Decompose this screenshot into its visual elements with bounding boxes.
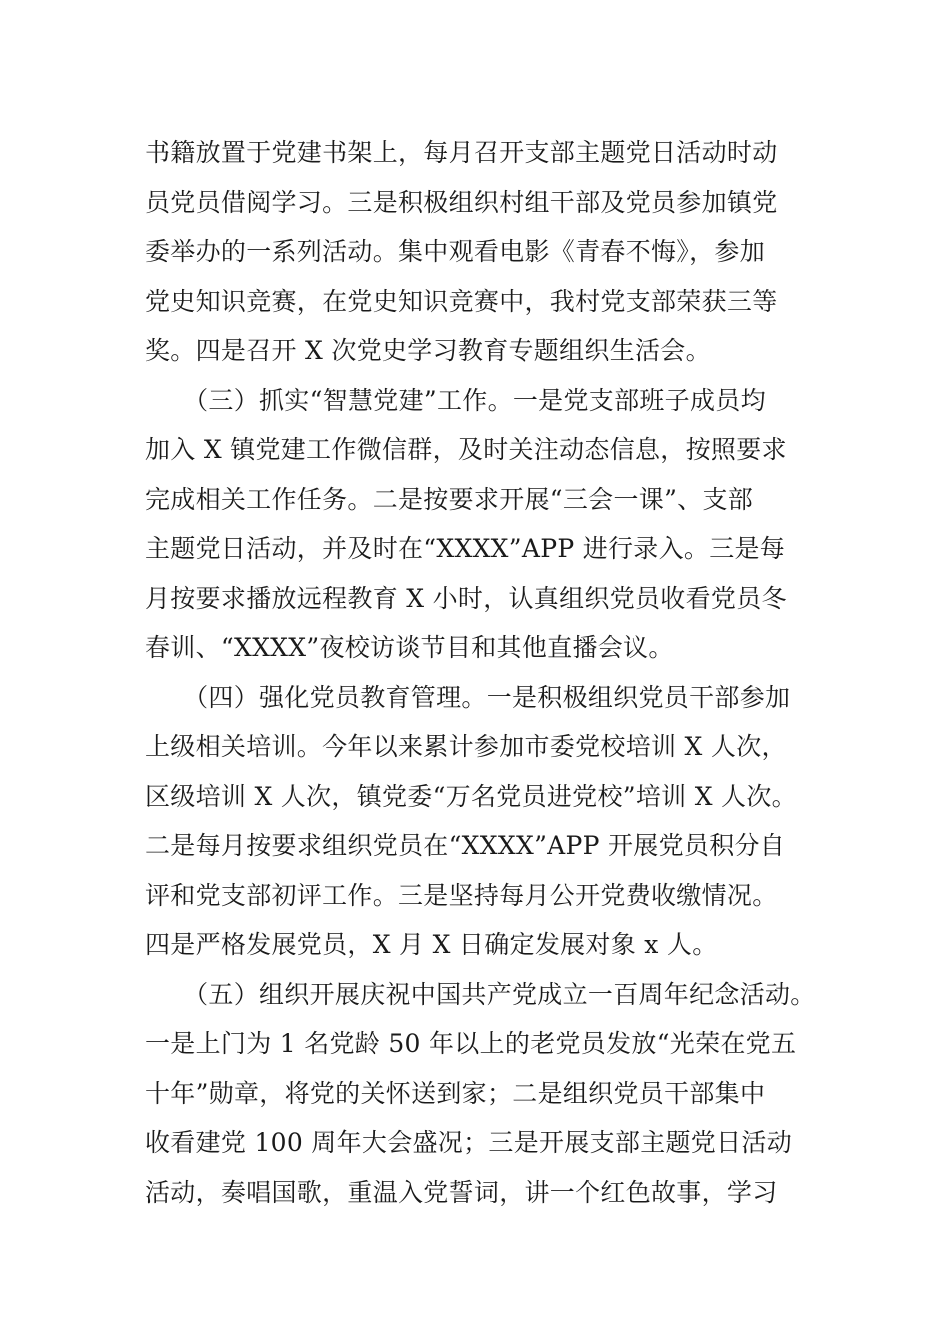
text-line: 书籍放置于党建书架上，每月召开支部主题党日活动时动 (145, 138, 778, 167)
text-line: 完成相关工作任务。二是按要求开展“三会一课”、支部 (145, 484, 754, 514)
text-line: 评和党支部初评工作。三是坚持每月公开党费收缴情况。 (145, 880, 778, 910)
text-line: 四是严格发展党员，X 月 X 日确定发展对象 x 人。 (145, 930, 718, 959)
text-line: 主题党日活动，并及时在“XXXX”APP 进行录入。三是每 (145, 534, 786, 563)
text-line: 一是上门为 1 名党龄 50 年以上的老党员发放“光荣在党五 (145, 1029, 797, 1058)
text-line: 区级培训 X 人次，镇党委“万名党员进党校”培训 X 人次。 (145, 781, 797, 811)
text-line: 活动，奏唱国歌，重温入党誓词，讲一个红色故事，学习 (145, 1177, 778, 1207)
text-line: 加入 X 镇党建工作微信群，及时关注动态信息，按照要求 (145, 435, 787, 464)
text-line: 春训、“XXXX”夜校访谈节目和其他直播会议。 (145, 633, 674, 662)
section-heading-line: （四）强化党员教育管理。一是积极组织党员干部参加 (145, 682, 791, 712)
text-line: 二是每月按要求组织党员在“XXXX”APP 开展党员积分自 (145, 831, 786, 860)
text-line: 十年”勋章，将党的关怀送到家；二是组织党员干部集中 (145, 1078, 766, 1108)
text-line: 收看建党 100 周年大会盛况；三是开展支部主题党日活动 (145, 1128, 793, 1157)
document-body (145, 128, 817, 1217)
text-line: 党史知识竞赛，在党史知识竞赛中，我村党支部荣获三等 (145, 286, 778, 316)
section-heading-line: （三）抓实“智慧党建”工作。一是党支部班子成员均 (145, 385, 766, 415)
text-line: 委举办的一系列活动。集中观看电影《青春不悔》，参加 (145, 237, 766, 266)
text-line: 上级相关培训。今年以来累计参加市委党校培训 X 人次， (145, 732, 787, 761)
text-line: 员党员借阅学习。三是积极组织村组干部及党员参加镇党 (145, 187, 778, 217)
text-line: 月按要求播放远程教育 X 小时，认真组织党员收看党员冬 (145, 583, 787, 613)
text-line: 奖。四是召开 X 次党史学习教育专题组织生活会。 (145, 336, 711, 365)
section-heading-line: （五）组织开展庆祝中国共产党成立一百周年纪念活动。 (145, 979, 816, 1009)
